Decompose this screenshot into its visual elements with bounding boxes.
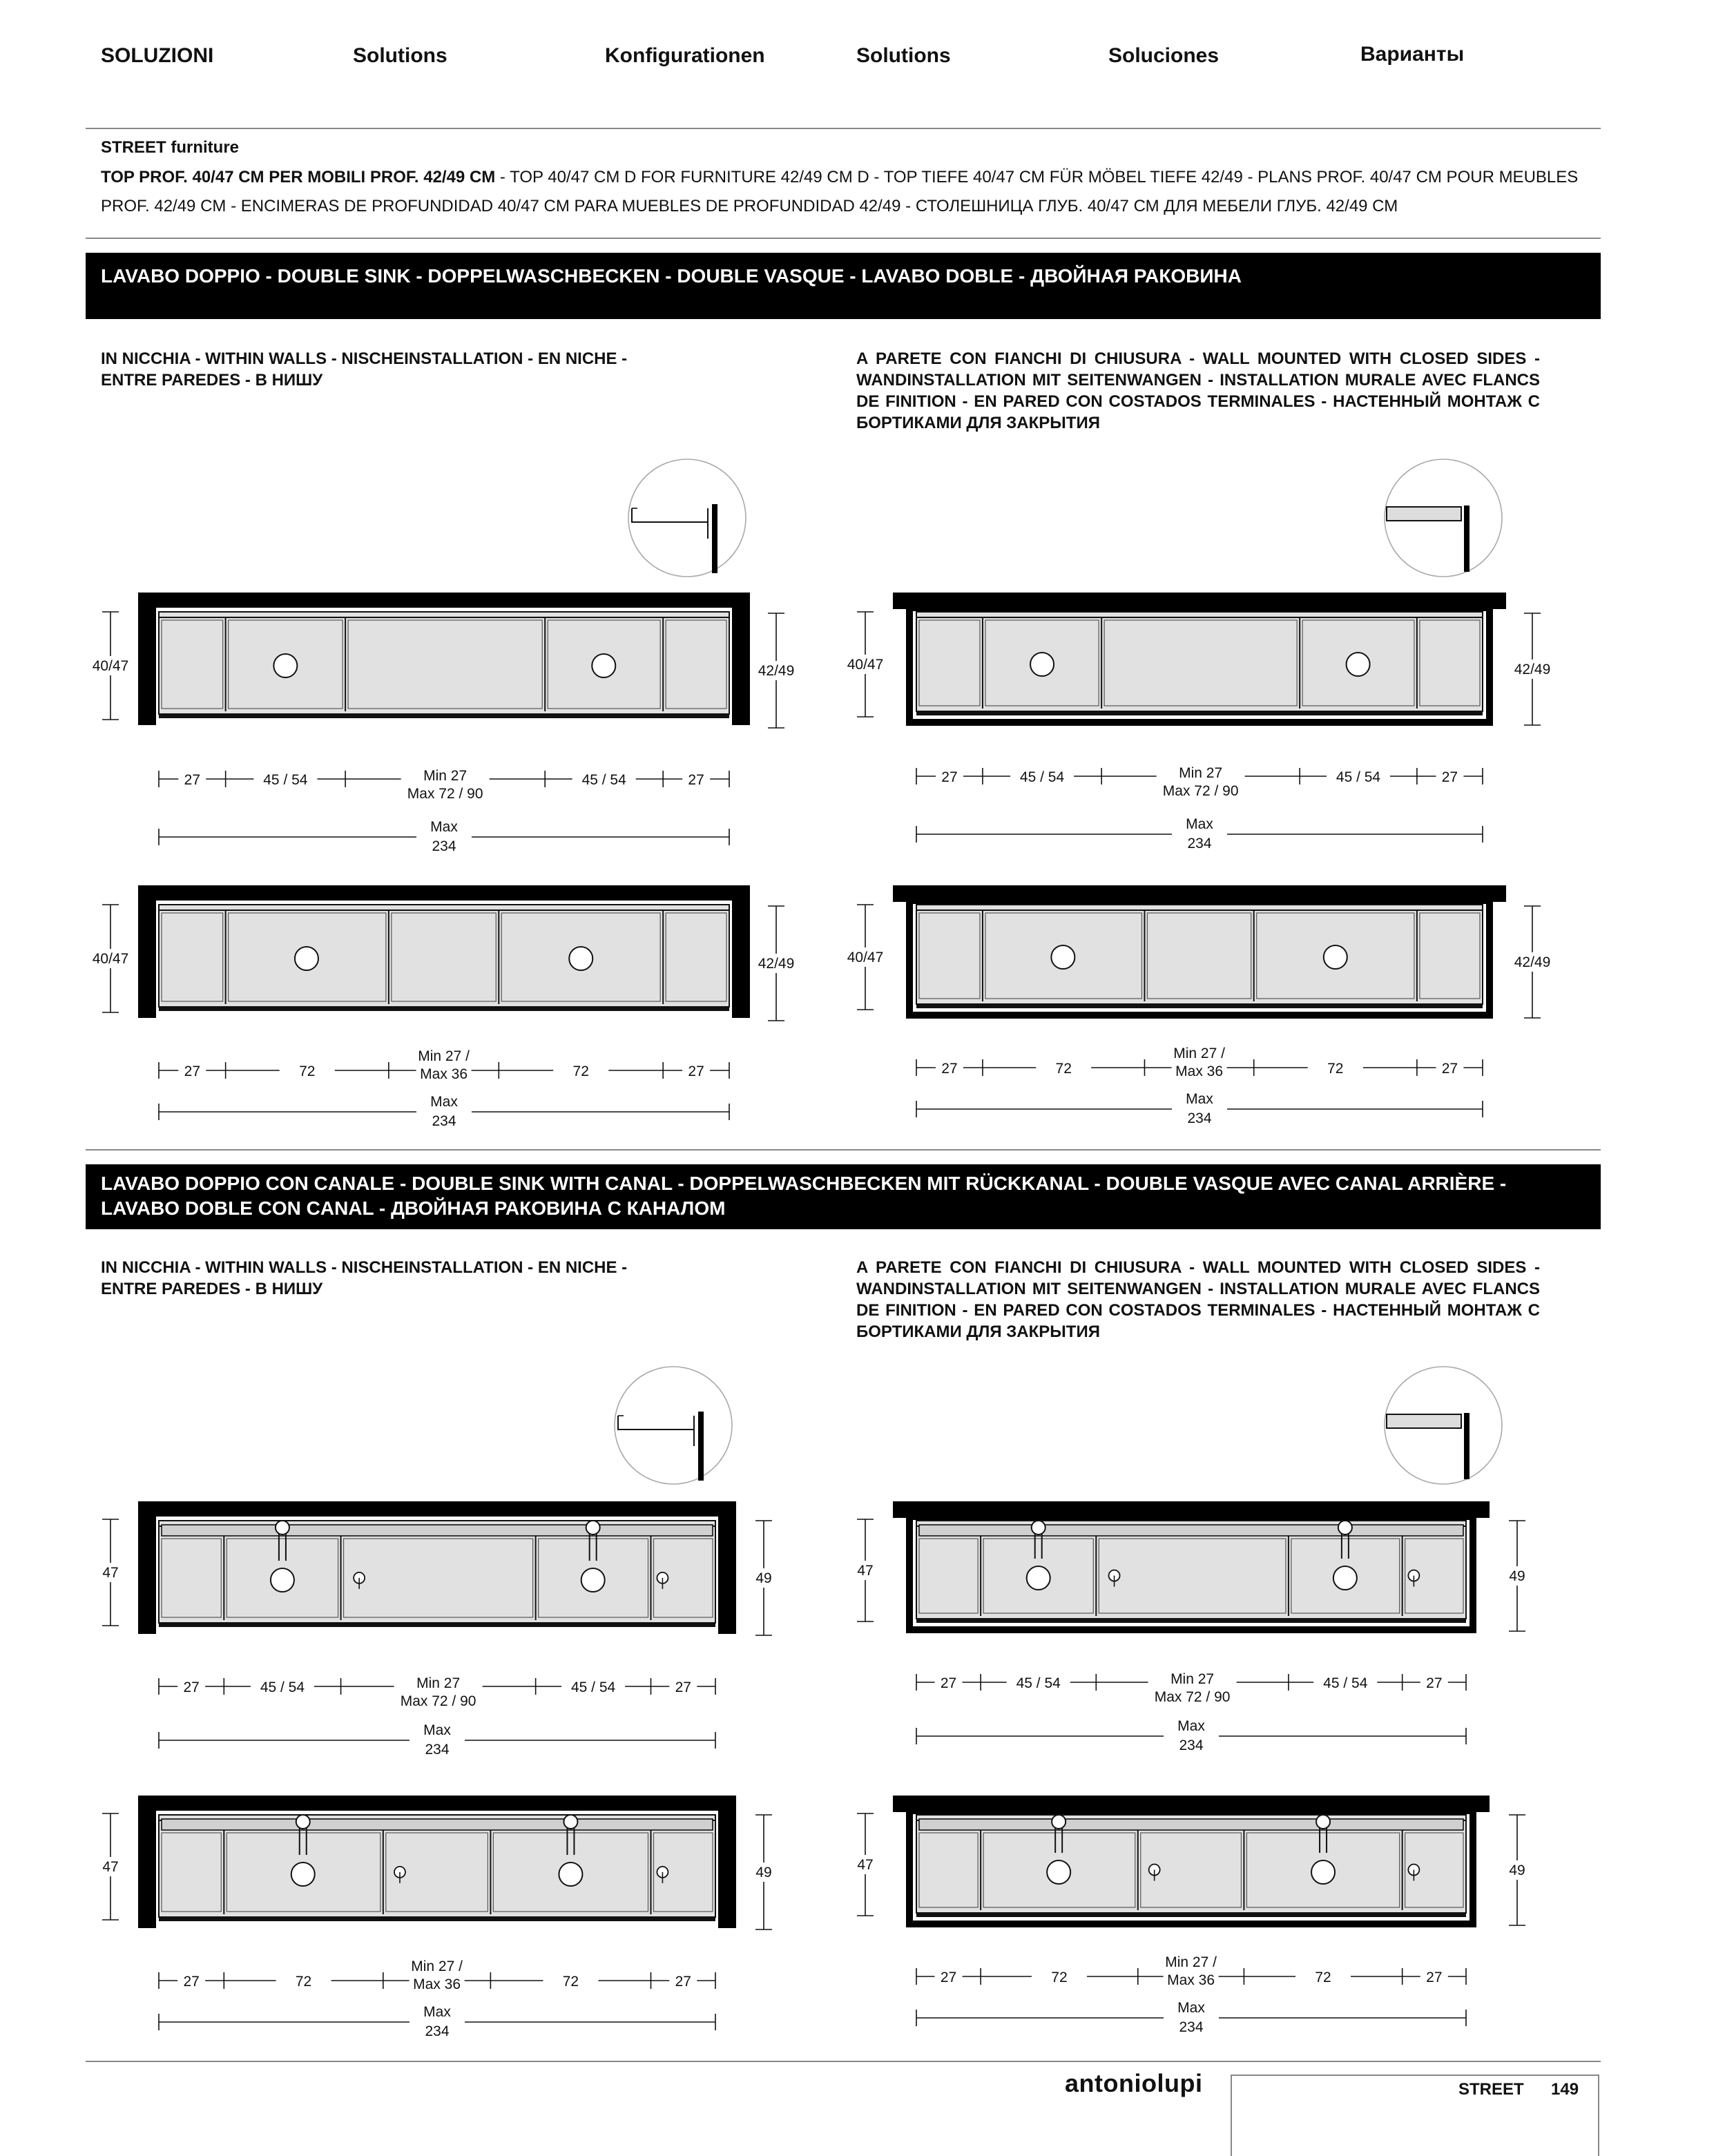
sec2-wall-b-chain-label: 72 — [1315, 1970, 1331, 1985]
sec1-wall-b-sink-drain — [1051, 945, 1074, 969]
sec1-wall-b-total-label-max: Max — [1186, 1091, 1213, 1107]
sec2-niche-a-chain-label: 27 — [675, 1679, 691, 1695]
sec2-niche-b-cabinet-base — [159, 1917, 715, 1921]
footer-brand-logo: antoniolupi — [1065, 2069, 1203, 2097]
sec2-wall-b-chain-label: Min 27 / — [1165, 1954, 1217, 1970]
sec1-niche-a-total-label-value: 234 — [432, 838, 456, 854]
sec1-niche-a-top-depth-label: 40/47 — [92, 658, 129, 674]
header-lang-en: Solutions — [353, 44, 447, 67]
header-lang-de: Konfigurationen — [605, 44, 765, 67]
sec1-niche-a-chain-label: Min 27 — [423, 768, 468, 784]
sec2-wall-b-total-label-max: Max — [1177, 2000, 1205, 2016]
sec2-niche-b-total-label-max: Max — [423, 2004, 451, 2020]
sec2-niche-a-niche-top — [138, 1501, 736, 1517]
sec1-wall-b-furniture-depth-label: 42/49 — [1514, 954, 1551, 970]
sec2-niche-b-chain-label: 27 — [675, 1974, 691, 1990]
section-2-title-line2: LAVABO DOBLE CON CANAL - ДВОЙНАЯ РАКОВИНА С КАНАЛОМ — [101, 1197, 726, 1219]
sec2-niche-a-faucet-head — [586, 1521, 600, 1534]
sec1-niche-b-cabinet-base — [159, 1007, 729, 1011]
sec2-niche-b-faucet-head — [563, 1815, 577, 1829]
sec2-wall-b-chain-label: 27 — [940, 1970, 957, 1985]
sec1-wall-b-cabinet-base — [916, 1004, 1483, 1008]
sec2-niche-b-furniture-depth-label: 49 — [755, 1865, 772, 1880]
sec2-wall-b-faucet-head — [1316, 1815, 1330, 1829]
sec2-wall-b-furniture-depth-label: 49 — [1509, 1863, 1525, 1878]
header-lang-ru: Варианты — [1360, 43, 1465, 66]
sec1-niche-b-top-depth-label: 40/47 — [92, 951, 129, 967]
sec1-wall-a-total-label-value: 234 — [1187, 836, 1212, 851]
sec2-niche-b-niche-left-wall — [138, 1796, 156, 1928]
header-lang-it: SOLUZIONI — [101, 44, 214, 67]
sec1-niche-b-niche-top — [138, 885, 750, 901]
sec2-wall-a-chain-label: 45 / 54 — [1323, 1675, 1368, 1691]
sec2-niche-b-niche-right-wall — [718, 1796, 736, 1928]
sec2-wall-a-faucet-head — [1032, 1521, 1045, 1534]
intro-body: - TOP 40/47 CM D FOR FURNITURE 42/49 CM D - TOP TIEFE 40/47 CM FÜR MÖBEL TIEFE 42/49 - PLANS PROF. 40/47 CM POUR MEUBLES PROF. 42/49 CM - ENCIMERAS DE PROFUNDIDAD 40/47 CM PARA MUEBLES DE PROFUNDIDAD 42/49 - СТОЛЕШНИЦА ГЛУБ. 40/47 СМ ДЛЯ МЕБЕЛИ ГЛУБ. 42/49 СМ — [101, 168, 1579, 215]
sec1-niche-a-chain-label: Max 72 / 90 — [407, 786, 483, 802]
sec2-wall-b-total-label-value: 234 — [1179, 2019, 1204, 2035]
sec1-wall-a-sink-drain — [1030, 653, 1054, 676]
sec1-wall-a-chain-label: 45 / 54 — [1336, 769, 1381, 785]
sec1-wall-a-furniture-depth-label: 42/49 — [1514, 662, 1551, 677]
sec2-wall-a-cabinet-base — [916, 1619, 1466, 1623]
header-lang-es: Soluciones — [1108, 44, 1220, 67]
sec1-niche-a-chain-label: 27 — [688, 772, 704, 788]
sec2-niche-b-rear-canal — [162, 1819, 713, 1830]
sec2-wall-a-chain-label: Min 27 — [1170, 1671, 1215, 1687]
sec2-niche-a-sink-drain — [581, 1568, 605, 1592]
sec2-niche-b-chain-label: 72 — [295, 1974, 312, 1990]
sec2-niche-a-chain-label: 45 / 54 — [570, 1679, 616, 1695]
sec1-niche-b-niche-right-wall — [732, 885, 750, 1018]
sec1-wall-b-chain-label: Max 36 — [1175, 1063, 1224, 1079]
sec2-wall-b-cabinet-base — [916, 1913, 1466, 1917]
sec1-wall-a-chain-label: Min 27 — [1179, 765, 1223, 781]
sec1-niche-b-chain-label: 27 — [184, 1063, 201, 1079]
sec1-niche-b-sink-drain — [569, 947, 592, 970]
sec1-niche-b-niche-left-wall — [138, 885, 156, 1018]
sec2-wall-a-chain-label: Max 72 / 90 — [1154, 1689, 1231, 1705]
sec1-wall-b-cabinet-body — [916, 905, 1483, 1004]
sec1-wall-b-top-depth-label: 40/47 — [847, 950, 884, 965]
sec2-niche-a-rear-canal — [162, 1525, 713, 1536]
sec1-wall-a-sink-drain — [1347, 653, 1370, 676]
sec2-wall-a-top-depth-label: 47 — [857, 1563, 874, 1579]
sec2-niche-a-niche-right-wall — [718, 1501, 736, 1634]
sec2-wall-b-chain-label: Max 36 — [1167, 1972, 1215, 1988]
sec1-wall-a-top-depth-label: 40/47 — [847, 657, 884, 673]
sec1-wall-b-chain-label: 72 — [1055, 1061, 1072, 1077]
header-lang-fr: Solutions — [856, 44, 951, 67]
sec1-niche-a-chain-label: 45 / 54 — [581, 772, 626, 788]
sec2-wall-a-total-label-max: Max — [1177, 1718, 1205, 1734]
sec1-niche-a-furniture-depth-label: 42/49 — [758, 663, 795, 679]
sec1-niche-a-cabinet-body — [159, 612, 729, 714]
sec1-niche-b-sink-drain — [295, 947, 318, 970]
section-1-right-label: A PARETE CON FIANCHI DI CHIUSURA - WALL MOUNTED WITH CLOSED SIDES - WANDINSTALLATION MIT SEITENWANGEN - INSTALLATION MURALE AVEC FLANCS DE FINITION - EN PARED CON COSTADOS TERMINALES - НАСТЕННЫЙ МОНТАЖ С БОРТИКАМИ ДЛЯ ЗАКРЫТИЯ — [856, 349, 1540, 432]
sec2-niche-b-chain-label: Max 36 — [413, 1976, 461, 1992]
sec2-wall-a-chain-label: 45 / 54 — [1016, 1675, 1061, 1691]
sec2-wall-b-sink-drain — [1047, 1860, 1070, 1884]
sec1-niche-b-furniture-depth-label: 42/49 — [758, 956, 795, 972]
sec1-niche-b-chain-label: Min 27 / — [418, 1048, 470, 1064]
intro-bold-lead: TOP PROF. 40/47 CM PER MOBILI PROF. 42/49 CM — [101, 168, 496, 186]
sec2-niche-b-total-label-value: 234 — [425, 2023, 450, 2039]
sec2-niche-a-chain-label: 27 — [183, 1679, 200, 1695]
sec2-niche-a-chain-label: 45 / 54 — [260, 1679, 305, 1695]
sec1-wall-b-chain-label: 27 — [941, 1061, 958, 1077]
sec2-wall-b-sink-drain — [1311, 1860, 1335, 1884]
sec1-wall-b-total-label-value: 234 — [1187, 1110, 1212, 1126]
sec1-wall-b-sink-drain — [1324, 945, 1347, 969]
sec1-niche-a-chain-label: 27 — [184, 772, 201, 788]
sec2-niche-b-sink-drain — [291, 1863, 315, 1886]
footer-box — [1231, 2075, 1599, 2156]
sec2-niche-a-sink-drain — [271, 1568, 294, 1592]
sec2-niche-a-total-label-value: 234 — [425, 1742, 450, 1758]
sec1-wall-detail-wall — [1464, 506, 1469, 572]
sec2-niche-b-niche-top — [138, 1796, 736, 1811]
sec2-wall-a-chain-label: 27 — [1426, 1675, 1443, 1691]
sec2-niche-a-faucet-head — [276, 1521, 289, 1534]
sec1-niche-a-total-label-max: Max — [430, 819, 458, 835]
sec1-wall-b-chain-label: Min 27 / — [1173, 1046, 1225, 1061]
sec2-niche-a-niche-left-wall — [138, 1501, 156, 1634]
sec2-wall-a-total-label-value: 234 — [1179, 1738, 1204, 1753]
section-1-title: LAVABO DOPPIO - DOUBLE SINK - DOPPELWASCHBECKEN - DOUBLE VASQUE - LAVABO DOBLE - ДВОЙНАЯ РАКОВИНА — [101, 265, 1242, 287]
sec2-wall-a-sink-drain — [1027, 1566, 1050, 1590]
sec2-niche-b-chain-label: 27 — [183, 1974, 200, 1990]
sec2-niche-a-furniture-depth-label: 49 — [755, 1570, 772, 1586]
sec2-wall-a-rear-canal — [919, 1525, 1463, 1536]
sec2-wall-detail-wall — [1464, 1413, 1469, 1479]
intro-title: STREET furniture — [101, 138, 240, 157]
section-2-right-label: A PARETE CON FIANCHI DI CHIUSURA - WALL MOUNTED WITH CLOSED SIDES - WANDINSTALLATION MIT SEITENWANGEN - INSTALLATION MURALE AVEC FLANCS DE FINITION - EN PARED CON COSTADOS TERMINALES - НАСТЕННЫЙ МОНТАЖ С БОРТИКАМИ ДЛЯ ЗАКРЫТИЯ — [856, 1258, 1540, 1341]
sec1-wall-a-cabinet-base — [916, 711, 1483, 715]
sec1-niche-a-chain-label: 45 / 54 — [263, 772, 308, 788]
sec1-wall-a-chain-label: 27 — [941, 769, 958, 785]
sec2-niche-b-chain-label: Min 27 / — [411, 1958, 463, 1974]
sec2-niche-b-top-depth-label: 47 — [102, 1859, 119, 1875]
sec2-wall-b-top-depth-label: 47 — [857, 1857, 874, 1873]
sec2-wall-a-sink-drain — [1333, 1566, 1357, 1590]
sec1-niche-a-niche-left-wall — [138, 593, 156, 725]
sec2-wall-b-rear-canal — [919, 1819, 1463, 1830]
sec1-niche-b-chain-label: 72 — [299, 1063, 316, 1079]
sec1-niche-b-chain-label: Max 36 — [420, 1066, 468, 1082]
sec2-niche-a-chain-label: Min 27 — [416, 1675, 461, 1691]
drawings-group — [88, 459, 1554, 2039]
sec2-wall-a-faucet-head — [1338, 1521, 1352, 1534]
sec2-niche-a-chain-label: Max 72 / 90 — [400, 1693, 476, 1709]
sec2-niche-b-chain-label: 72 — [562, 1974, 579, 1990]
sec1-niche-detail-wall — [712, 504, 717, 573]
sec1-niche-a-sink-drain — [592, 654, 615, 677]
sec1-wall-b-chain-label: 27 — [1441, 1061, 1458, 1077]
sec1-wall-b-chain-label: 72 — [1327, 1061, 1344, 1077]
sec1-niche-b-chain-label: 72 — [572, 1063, 589, 1079]
sec2-niche-b-faucet-head — [296, 1815, 310, 1829]
sec2-wall-a-furniture-depth-label: 49 — [1509, 1568, 1525, 1584]
sec1-niche-a-niche-top — [138, 593, 750, 608]
sec1-wall-a-chain-label: 45 / 54 — [1019, 769, 1065, 785]
sec1-niche-b-cabinet-body — [159, 905, 729, 1007]
sec1-niche-a-sink-drain — [273, 654, 297, 677]
sec1-wall-a-chain-label: Max 72 / 90 — [1162, 783, 1239, 799]
footer-rule — [86, 2061, 1601, 2062]
sec1-wall-a-chain-label: 27 — [1441, 769, 1458, 785]
sec2-niche-detail-wall — [698, 1412, 704, 1481]
footer-page-number: 149 — [1551, 2080, 1579, 2099]
sec2-niche-a-cabinet-base — [159, 1623, 715, 1627]
section-1-left-label: IN NICCHIA - WITHIN WALLS - NISCHEINSTALLATION - EN NICHE - ENTRE PAREDES - В НИШУ — [101, 349, 628, 389]
sec2-niche-a-top-depth-label: 47 — [102, 1565, 119, 1581]
sec2-wall-b-chain-label: 27 — [1426, 1970, 1443, 1985]
section-2-title-line1: LAVABO DOPPIO CON CANALE - DOUBLE SINK WITH CANAL - DOPPELWASCHBECKEN MIT RÜCKKANAL - DOUBLE VASQUE AVEC CANAL ARRIÈRE - — [101, 1173, 1507, 1194]
sec1-wall-a-cabinet-body — [916, 612, 1483, 711]
sec1-niche-b-total-label-value: 234 — [432, 1113, 456, 1129]
sec1-wall-a-total-label-max: Max — [1186, 816, 1213, 832]
section-2-left-label: IN NICCHIA - WITHIN WALLS - NISCHEINSTALLATION - EN NICHE - ENTRE PAREDES - В НИШУ — [101, 1258, 628, 1298]
sec1-niche-b-chain-label: 27 — [688, 1063, 704, 1079]
sec2-wall-detail-top-block — [1387, 1414, 1461, 1428]
sec2-wall-a-chain-label: 27 — [940, 1675, 957, 1691]
sec1-wall-detail-top-block — [1387, 507, 1461, 521]
sec1-niche-a-cabinet-base — [159, 714, 729, 718]
sec1-niche-a-niche-right-wall — [732, 593, 750, 725]
footer-collection: STREET — [1458, 2080, 1524, 2099]
sec2-niche-b-sink-drain — [559, 1863, 582, 1886]
sec2-wall-b-faucet-head — [1052, 1815, 1066, 1829]
sec2-wall-b-chain-label: 72 — [1051, 1970, 1068, 1985]
sec2-niche-detail-circle — [615, 1367, 732, 1484]
sec2-niche-a-total-label-max: Max — [423, 1722, 451, 1738]
sec1-niche-detail-circle — [628, 459, 746, 577]
sec1-niche-b-total-label-max: Max — [430, 1094, 458, 1110]
